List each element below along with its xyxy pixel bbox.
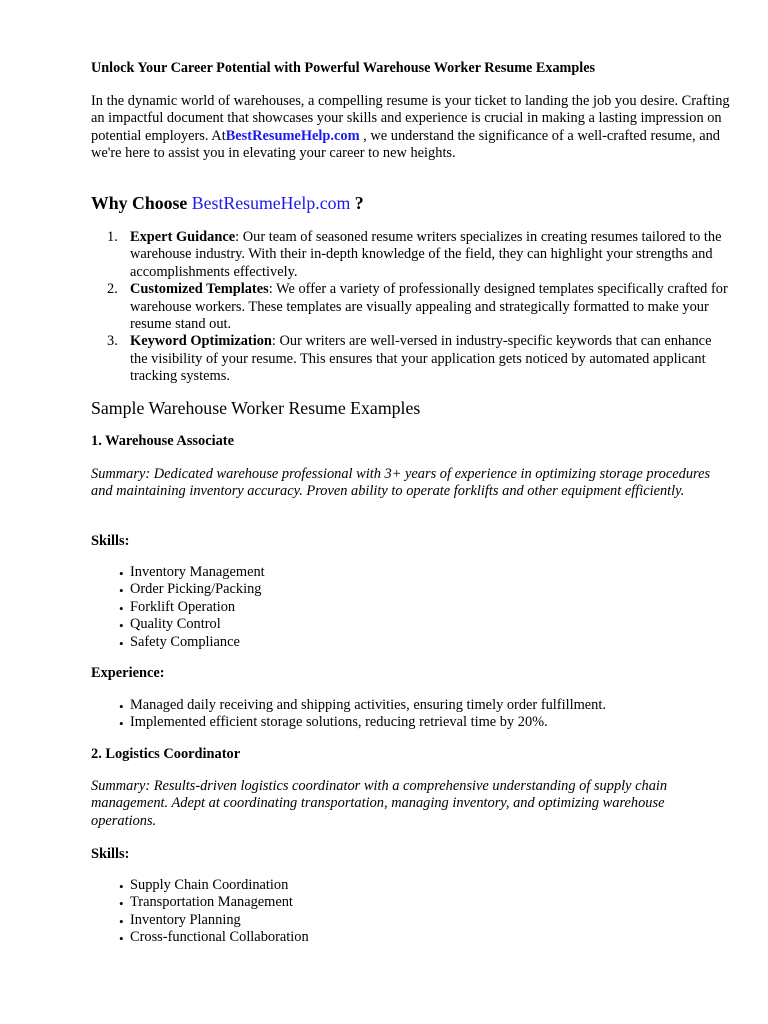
associate-experience-list <box>119 697 606 732</box>
intro-link[interactable]: BestResumeHelp.com <box>225 127 360 144</box>
associate-summary: Summary: Dedicated warehouse professional with 3+ years of experience in optimizing storage procedures and maintaining inventory accuracy. Proven ability to operate forklifts and other equipment efficiently. <box>91 466 711 500</box>
item-term: Expert Guidance <box>130 229 236 245</box>
why-suffix: ? <box>350 193 364 213</box>
coordinator-skills-list <box>119 877 309 947</box>
sample-heading: Sample Warehouse Worker Resume Examples <box>91 398 421 418</box>
associate-experience-heading: Experience: <box>91 665 165 681</box>
why-list-item <box>91 229 731 281</box>
coordinator-skills-heading: Skills: <box>91 846 130 862</box>
page-title: Unlock Your Career Potential with Powerful Warehouse Worker Resume Examples <box>91 60 596 76</box>
associate-skills-heading: Skills: <box>91 533 130 549</box>
list-item: • Quality Control <box>119 616 265 633</box>
list-item: • Order Picking/Packing <box>119 581 265 598</box>
why-heading <box>91 193 364 214</box>
associate-skills-list <box>119 564 265 651</box>
list-number: 1. <box>107 229 118 245</box>
list-item: • Transportation Management <box>119 894 309 911</box>
why-prefix: Why Choose <box>91 193 192 213</box>
why-link[interactable]: BestResumeHelp.com <box>191 193 351 213</box>
list-item: • Managed daily receiving and shipping activities, ensuring timely order fulfillment. <box>119 697 606 714</box>
item-text: : Our writers are well-versed in industry-specific keywords that can enhance the visibility of your resume. This ensures that your application gets noticed by automated applicant tracking systems. <box>130 333 712 385</box>
list-item: • Forklift Operation <box>119 599 265 616</box>
list-item: • Inventory Management <box>119 564 265 581</box>
item-term: Keyword Optimization <box>130 333 272 350</box>
intro-text-end: , we understand the significance of a well-crafted resume, and we're here to assist you in elevating your career to new heights. <box>91 127 720 162</box>
list-item: • Supply Chain Coordination <box>119 877 309 894</box>
coordinator-title: 2. Logistics Coordinator <box>91 746 241 762</box>
list-number: 2. <box>107 281 118 298</box>
intro-paragraph <box>91 93 731 163</box>
why-list-item <box>91 281 731 333</box>
list-number: 3. <box>107 333 118 350</box>
associate-title: 1. Warehouse Associate <box>91 433 234 449</box>
item-text: : We offer a variety of professionally designed templates specifically crafted for warehouse workers. These templates are visually appealing and strategically formatted to make your resume stand out. <box>130 281 728 333</box>
item-term: Customized Templates <box>130 281 269 298</box>
why-list-item <box>91 333 731 385</box>
list-item: • Inventory Planning <box>119 912 309 929</box>
intro-text: In the dynamic world of warehouses, a compelling resume is your ticket to landing the job you desire. Crafting an impactful document that showcases your skills and experience is crucial in making a lasting impression on potential employers. At <box>91 93 730 144</box>
why-list <box>91 229 731 386</box>
coordinator-summary: Summary: Results-driven logistics coordinator with a comprehensive understanding of supply chain management. Adept at coordinating transportation, managing inventory, and optimizing warehouse operations. <box>91 778 668 829</box>
list-item: • Cross-functional Collaboration <box>119 929 309 946</box>
list-item: • Safety Compliance <box>119 634 265 651</box>
list-item: • Implemented efficient storage solutions, reducing retrieval time by 20%. <box>119 714 606 731</box>
item-text: : Our team of seasoned resume writers specializes in creating resumes tailored to the warehouse industry. With their in-depth knowledge of the field, they can highlight your strengths and accomplishments effectively. <box>130 229 722 280</box>
